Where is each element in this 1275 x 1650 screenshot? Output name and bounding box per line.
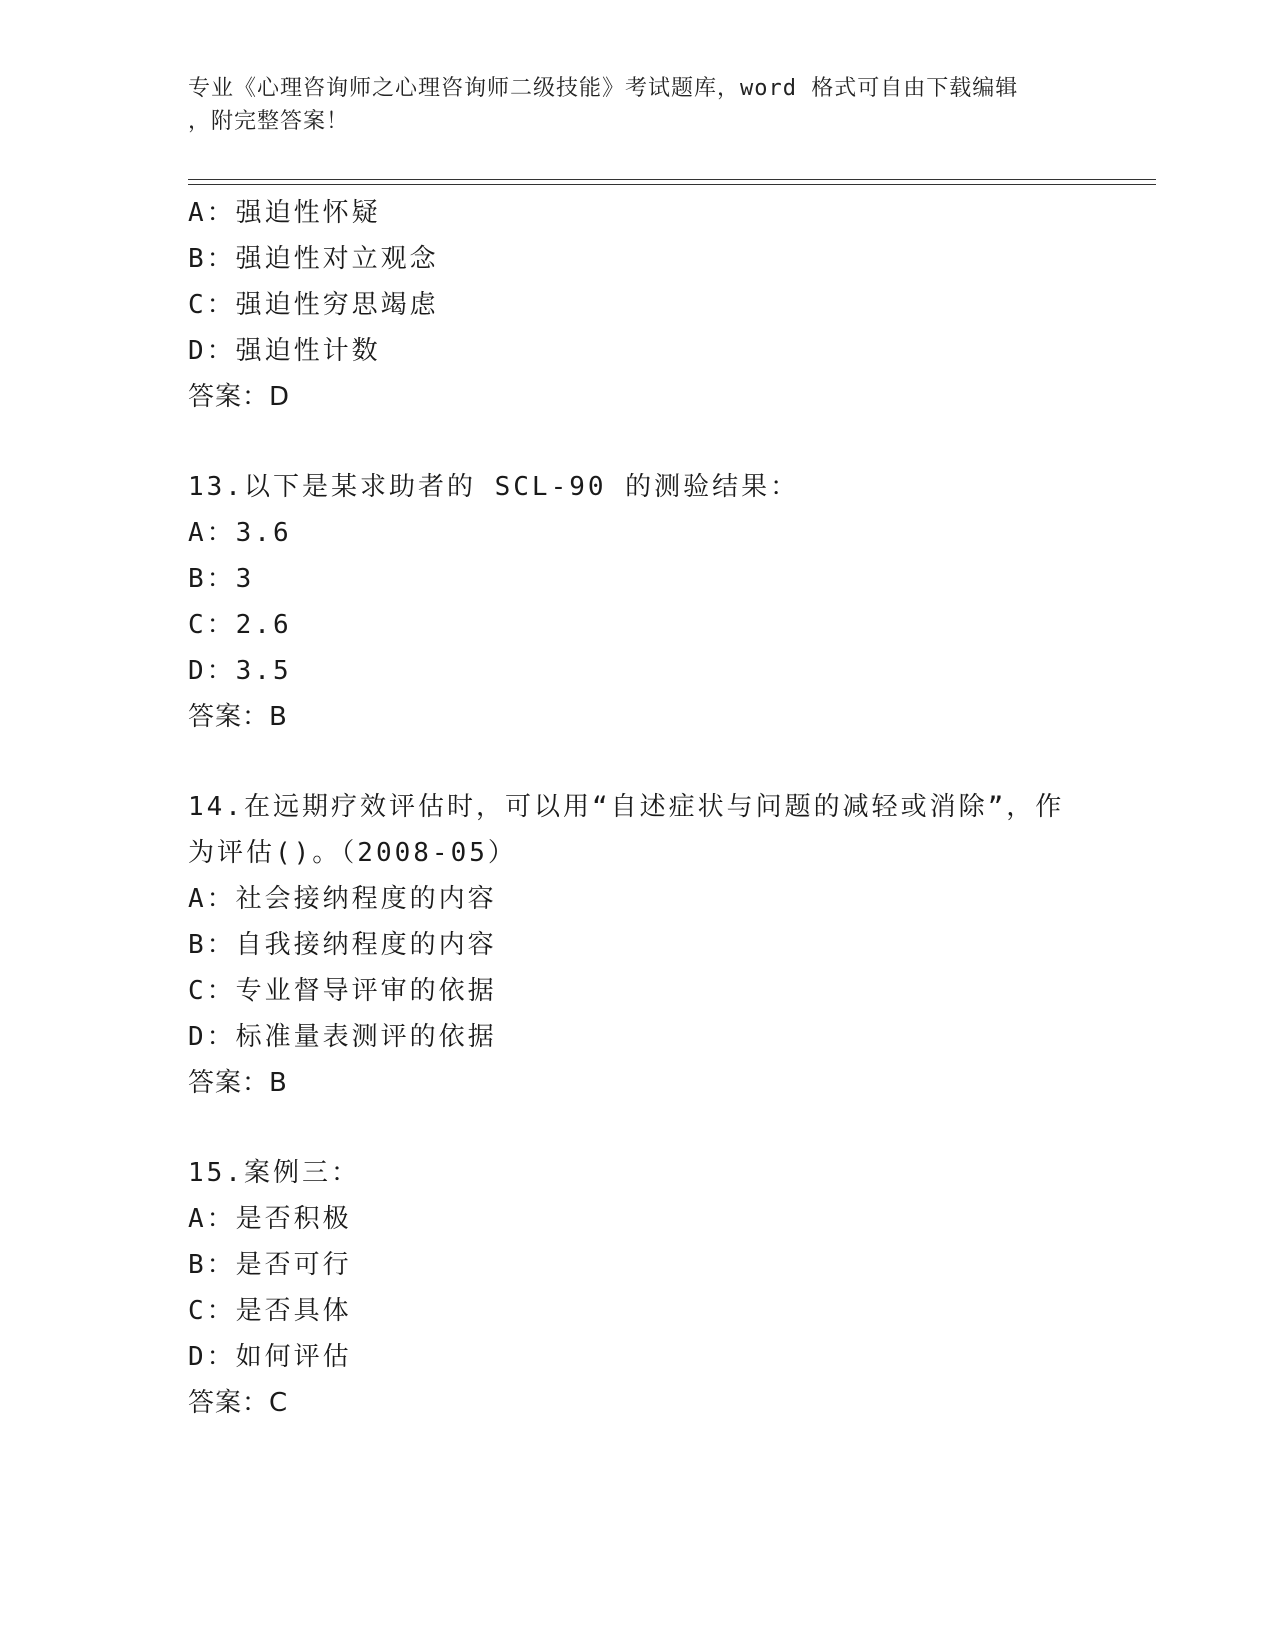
- question-text-line-2: 为评估()。（2008-05）: [188, 838, 517, 868]
- document-header: [188, 72, 1088, 138]
- question-list: [188, 190, 1148, 1426]
- option-b: B：是否可行: [188, 1250, 352, 1280]
- answer-line: 答案：C: [188, 1388, 289, 1418]
- header-line-1: 专业《心理咨询师之心理咨询师二级技能》考试题库，word 格式可自由下载编辑: [188, 76, 1019, 101]
- option-a: A：强迫性怀疑: [188, 198, 381, 228]
- question-12: [188, 190, 1148, 420]
- spacer: [188, 420, 1148, 464]
- header-divider-bottom: [188, 184, 1156, 185]
- spacer: [188, 1106, 1148, 1150]
- question-text-line-1: 14.在远期疗效评估时，可以用“自述症状与问题的减轻或消除”，作: [188, 792, 1065, 822]
- question-text: 15.案例三：: [188, 1158, 360, 1188]
- header-line-2: ，附完整答案！: [188, 109, 350, 134]
- option-c: C：是否具体: [188, 1296, 352, 1326]
- option-b: B：自我接纳程度的内容: [188, 930, 497, 960]
- option-b: B：3: [188, 564, 255, 594]
- option-c: C：2.6: [188, 610, 292, 640]
- option-b: B：强迫性对立观念: [188, 244, 439, 274]
- option-c: C：专业督导评审的依据: [188, 976, 497, 1006]
- option-c: C：强迫性穷思竭虑: [188, 290, 439, 320]
- question-14: [188, 784, 1148, 1106]
- answer-line: 答案：B: [188, 1068, 288, 1098]
- question-15: [188, 1150, 1148, 1426]
- option-d: D：标准量表测评的依据: [188, 1022, 497, 1052]
- option-a: A：社会接纳程度的内容: [188, 884, 497, 914]
- question-text: 13.以下是某求助者的 SCL-90 的测验结果：: [188, 472, 800, 502]
- option-d: D：如何评估: [188, 1342, 352, 1372]
- option-a: A：3.6: [188, 518, 292, 548]
- option-a: A：是否积极: [188, 1204, 352, 1234]
- answer-line: 答案：D: [188, 382, 291, 412]
- question-13: [188, 464, 1148, 740]
- option-d: D：强迫性计数: [188, 336, 381, 366]
- answer-line: 答案：B: [188, 702, 288, 732]
- spacer: [188, 740, 1148, 784]
- option-d: D：3.5: [188, 656, 292, 686]
- header-divider-top: [188, 179, 1156, 180]
